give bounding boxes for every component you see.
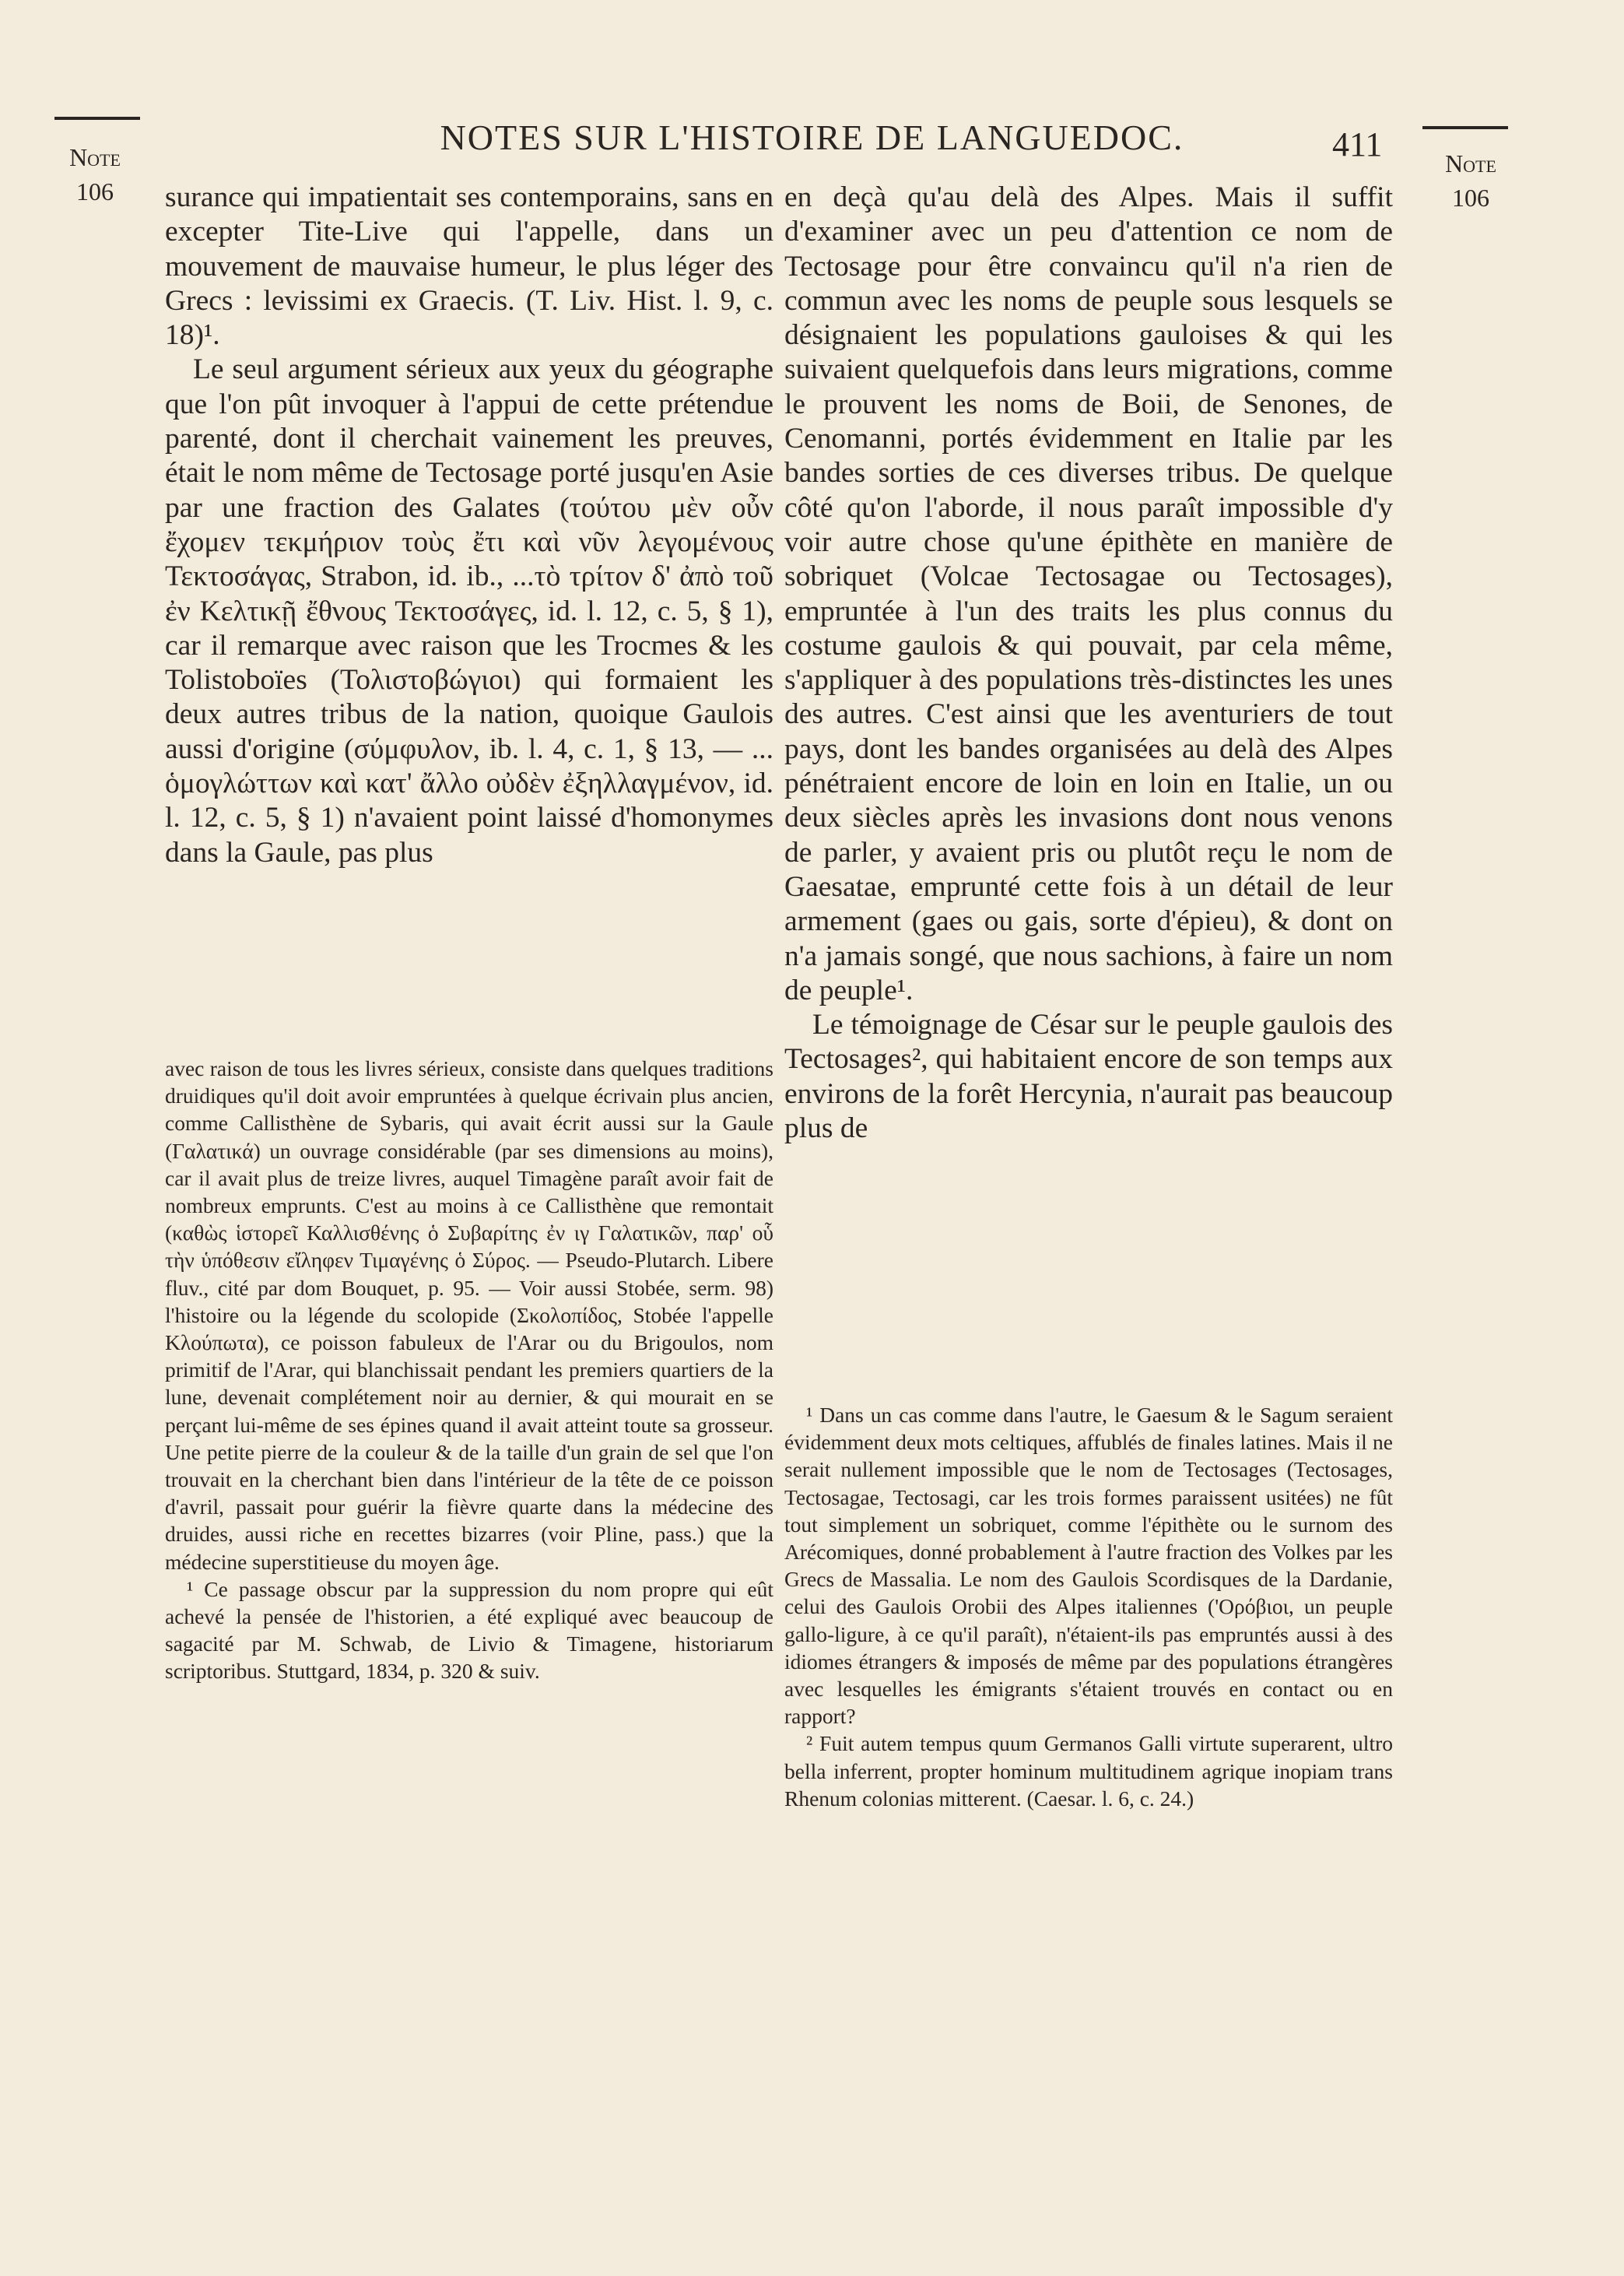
left-footnote-continuation: avec raison de tous les livres sérieux, consiste dans quelques traditions druidiques qu'il doit avoir empruntées à quelque écrivain plus ancien, comme Callisthène de Sybaris, qui avait écrit aussi sur la Gaule (Γαλατικά) un ouvrage considérable (par ses dimensions au moins), car il avait plus de treize livres, auquel Timagène paraît avoir fait de nombreux emprunts. C'est au moins à ce Callisthène que remontait (καθὼς ἱστορεῖ Καλλισθένης ὁ Συβαρίτης ἐν ιγ Γαλατικῶν, παρ' οὗ τὴν ὑπόθεσιν εἴληφεν Τιμαγένης ὁ Σύρος. — Pseudo-Plutarch. Libere fluv., cité par dom Bouquet, p. 95. — Voir aussi Stobée, serm. 98) l'histoire ou la légende du scolopide (Σκολοπίδος, Stobée l'appelle Κλούπωτα), ce poisson fabuleux de l'Arar ou du Brigoulos, nom primitif de l'Arar, qui blanchissait pendant les premiers quartiers de la lune, devenait complétement noir au dernier, & qui mourait en se perçant lui-même de ses épines quand il avait atteint toute sa grosseur. Une petite pierre de la couleur & de la taille d'un grain de sel que l'on trouvait en la cherchant bien dans l'intérieur de la tête de ce poisson d'avril, passait pour guérir la fièvre quarte dans la médecine des druides, aussi riche en recettes bizarres (voir Pline, pass.) que la médecine superstitieuse du moyen âge. — [165, 1056, 773, 1574]
right-paragraph-2: Le témoignage de César sur le peuple gaulois des Tectosages², qui habitaient encore de son temps aux environs de la forêt Hercynia, n'aurait pas beaucoup plus de — [784, 1009, 1393, 1145]
left-paragraph-1: surance qui impatientait ses contemporains, sans en excepter Tite-Live qui l'appelle, dans un mouvement de mauvaise humeur, le plus léger des Grecs : levissimi ex Graecis. (T. Liv. Hist. l. 9, c. 18)¹. — [165, 181, 773, 352]
left-footnote-1: ¹ Ce passage obscur par la suppression du nom propre qui eût achevé la pensée de l'historien, a été expliqué avec beaucoup de sagacité par M. Schwab, de Livio & Timagene, historiarum scriptoribus. Stuttgard, 1834, p. 320 & suiv. — [165, 1576, 773, 1684]
left-column-body — [165, 181, 773, 870]
right-margin-note-number: 106 — [1452, 184, 1489, 212]
left-margin-note-number: 106 — [76, 177, 114, 205]
right-footnotes — [784, 1401, 1393, 1812]
right-column-body — [784, 181, 1393, 1146]
left-margin-note-label: Note — [69, 143, 121, 171]
page-number: 411 — [1332, 125, 1383, 163]
right-footnote-1: ¹ Dans un cas comme dans l'autre, le Gaesum & le Sagum seraient évidemment deux mots celtiques, affublés de finales latines. Mais il ne serait nullement impossible que le nom de Tectosages (Tectosages, Tectosagae, Tectosagi, car les trois formes paraissent usitées) ne fût tout simplement un sobriquet, comme l'épithète ou le surnom des Arécomiques, donné probablement à l'autre fraction des Volkes par les Grecs de Massalia. Le nom des Gaulois Scordisques de la Dardanie, celui des Gaulois Orobii des Alpes italiennes ('Ορόβιοι, un peuple gallo-ligure, à ce qu'il paraît), n'étaient-ils pas empruntés aussi à des idiomes étrangers & imposés de même par des populations étrangères avec lesquelles les émigrants s'étaient trouvés en contact ou en rapport? — [784, 1403, 1393, 1729]
right-paragraph-1: en deçà qu'au delà des Alpes. Mais il suffit d'examiner avec un peu d'attention ce nom de Tectosage pour être convaincu qu'il n'a rien de commun avec les noms de peuple sous lesquels se désignaient les populations gauloises & qui les suivaient quelquefois dans leurs migrations, comme le prouvent les noms de Boii, de Senones, de Cenomanni, portés évidemment en Italie par les bandes sorties de ces diverses tribus. De quelque côté qu'on l'aborde, il nous paraît impossible d'y voir autre chose qu'une épithète en manière de sobriquet (Volcae Tectosagae ou Tectosages), empruntée à l'un des traits les plus connus du costume gaulois & qui pouvait, par cela même, s'appliquer à des populations très-distinctes les unes des autres. C'est ainsi que les aventuriers de tout pays, dont les bandes organisées au delà des Alpes pénétraient encore de loin en loin en Italie, un ou deux siècles après les invasions dont nous venons de parler, y avaient pris ou plutôt reçu le nom de Gaesatae, emprunté cette fois à un détail de leur armement (gaes ou gais, sorte d'épieu), & dont on n'a jamais songé, que nous sachions, à faire un nom de peuple¹. — [784, 181, 1393, 1006]
right-footnote-2: ² Fuit autem tempus quum Germanos Galli virtute superarent, ultro bella inferrent, propter hominum multitudinem agrique inopiam trans Rhenum colonias mitterent. (Caesar. l. 6, c. 24.) — [784, 1731, 1393, 1811]
left-footnotes — [165, 1055, 773, 1685]
left-paragraph-2: Le seul argument sérieux aux yeux du géographe que l'on pût invoquer à l'appui de cette prétendue parenté, dont il cherchait vainement les preuves, était le nom même de Tectosage porté jusqu'en Asie par une fraction des Galates (τούτου μὲν οὖν ἔχομεν τεκμήριον τοὺς ἔτι καὶ νῦν λεγομένους Τεκτοσάγας, Strabon, id. ib., ...τὸ τρίτον δ' ἀπὸ τοῦ ἐν Κελτικῇ ἔθνους Τεκτοσάγες, id. l. 12, c. 5, § 1), car il remarque avec raison que les Trocmes & les Tolistoboïes (Τολιστοβώγιοι) qui formaient les deux autres tribus de la nation, quoique Gaulois aussi d'origine (σύμφυλον, ib. l. 4, c. 1, § 13, — ... ὁμογλώττων καὶ κατ' ἄλλο οὐδὲν ἐξηλλαγμένον, id. l. 12, c. 5, § 1) n'avaient point laissé d'homonymes dans la Gaule, pas plus — [165, 353, 773, 869]
page-title: NOTES SUR L'HISTOIRE DE LANGUEDOC. — [440, 118, 1184, 157]
right-margin-note-label: Note — [1445, 149, 1496, 177]
